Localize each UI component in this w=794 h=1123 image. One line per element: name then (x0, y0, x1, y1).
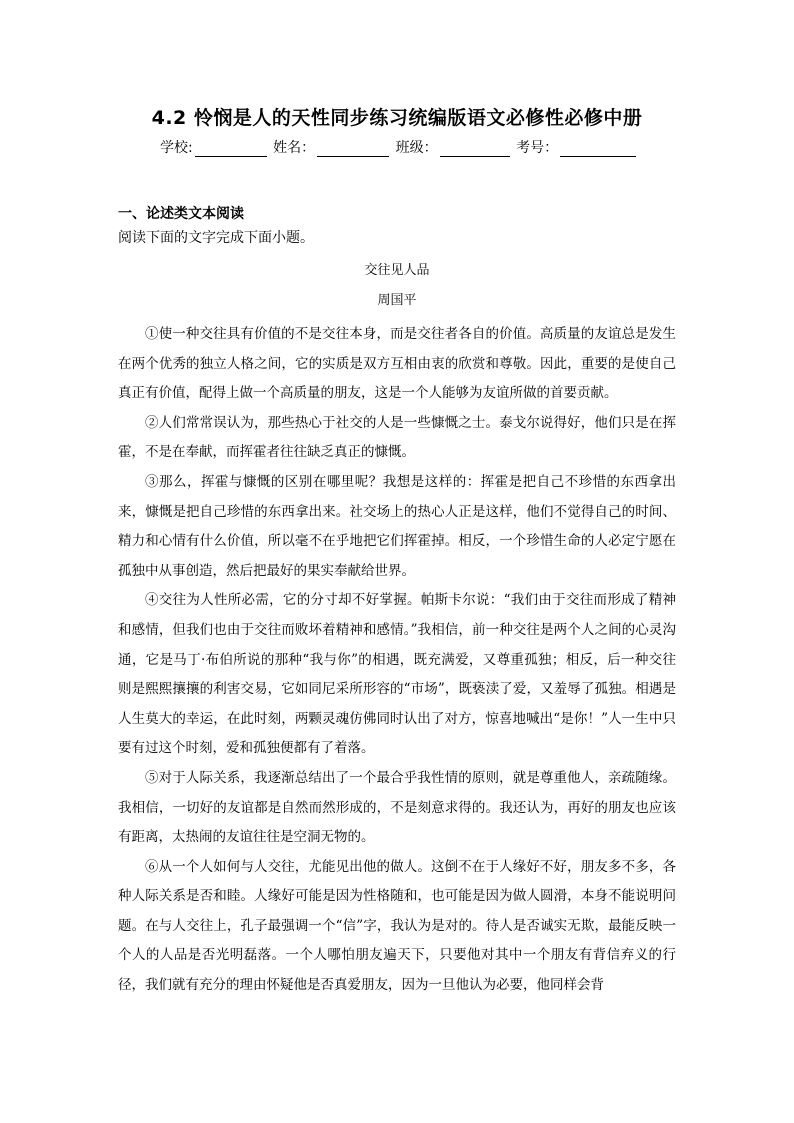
page-title: 4.2 怜悯是人的天性同步练习统编版语文必修性必修中册 (151, 107, 643, 129)
school-blank[interactable] (195, 142, 267, 157)
class-label: 班级： (395, 140, 438, 156)
exam-number-blank[interactable] (560, 142, 636, 157)
exam-number-label: 考号： (516, 140, 559, 156)
class-blank[interactable] (440, 142, 510, 157)
reading-instruction: 阅读下面的文字完成下面小题。 (118, 230, 314, 246)
school-field (160, 137, 269, 157)
article-author: 周国平 (377, 293, 417, 308)
section-heading: 一、论述类文本阅读 (118, 206, 244, 222)
article-title: 交往见人品 (364, 263, 430, 278)
name-field (273, 137, 391, 157)
class-field (396, 137, 512, 157)
paragraph-3: ③那么，挥霍与慷慨的区别在哪里呢？我想是这样的：挥霍是把自己不珍惜的东西拿出来，慷慨是把自己珍惜的东西拿出来。社交场上的热心人正是这样，他们不觉得自己的时间、精力和心情有什么价值，所以毫不在乎地把它们挥霍掉。相反，一个珍惜生命的人必定宁愿在孤独中从事创造，然后把最好的果实奉献给世界。 (118, 473, 676, 579)
name-label: 姓名： (273, 140, 316, 156)
exam-number-field (516, 137, 638, 157)
paragraph-2: ②人们常常误认为，那些热心于社交的人是一些慷慨之士。泰戈尔说得好，他们只是在挥霍，不是在奉献，而挥霍者往往缺乏真正的慷慨。 (118, 414, 676, 461)
name-blank[interactable] (317, 142, 389, 157)
paragraph-5: ⑤对于人际关系，我逐渐总结出了一个最合乎我性情的原则，就是尊重他人，亲疏随缘。我相信，一切好的友谊都是自然而然形成的，不是刻意求得的。我还认为，再好的朋友也应该有距离，太热闹的友谊往往是空洞无物的。 (118, 769, 676, 846)
paragraph-6: ⑥从一个人如何与人交往，尤能见出他的做人。这倒不在于人缘好不好，朋友多不多，各种人际关系是否和睦。人缘好可能是因为性格随和，也可能是因为做人圆滑，本身不能说明问题。在与人交往上，孔子最强调一个“信”字，我认为是对的。待人是否诚实无欺，最能反映一个人的人品是否光明磊落。一个人哪怕朋友遍天下，只要他对其中一个朋友有背信弃义的行径，我们就有充分的理由怀疑他是否真爱朋友，因为一旦他认为必要，他同样会背 (118, 858, 676, 994)
paragraph-4: ④交往为人性所必需，它的分寸却不好掌握。帕斯卡尔说：“我们由于交往而形成了精神和感情，但我们也由于交往而败坏着精神和感情。”我相信，前一种交往是两个人之间的心灵沟通，它是马丁·布伯所说的那种“我与你”的相遇，既充满爱，又尊重孤独；相反，后一种交往则是熙熙攘攘的利害交易，它如同尼采所形容的“市场”，既亵渎了爱，又羞辱了孤独。相遇是人生莫大的幸运，在此时刻，两颗灵魂仿佛同时认出了对方，惊喜地喊出“是你！”人一生中只要有过这个时刻，爱和孤独便都有了着落。 (118, 592, 676, 757)
paragraph-1: ①使一种交往具有价值的不是交往本身，而是交往者各自的价值。高质量的友谊总是发生在两个优秀的独立人格之间，它的实质是双方互相由衷的欣赏和尊敬。因此，重要的是使自己真正有价值，配得上做一个高质量的朋友，这是一个人能够为友谊所做的首要贡献。 (118, 326, 676, 402)
school-label: 学校: (160, 140, 193, 156)
student-info-row (160, 137, 640, 157)
article-body (118, 320, 676, 1001)
